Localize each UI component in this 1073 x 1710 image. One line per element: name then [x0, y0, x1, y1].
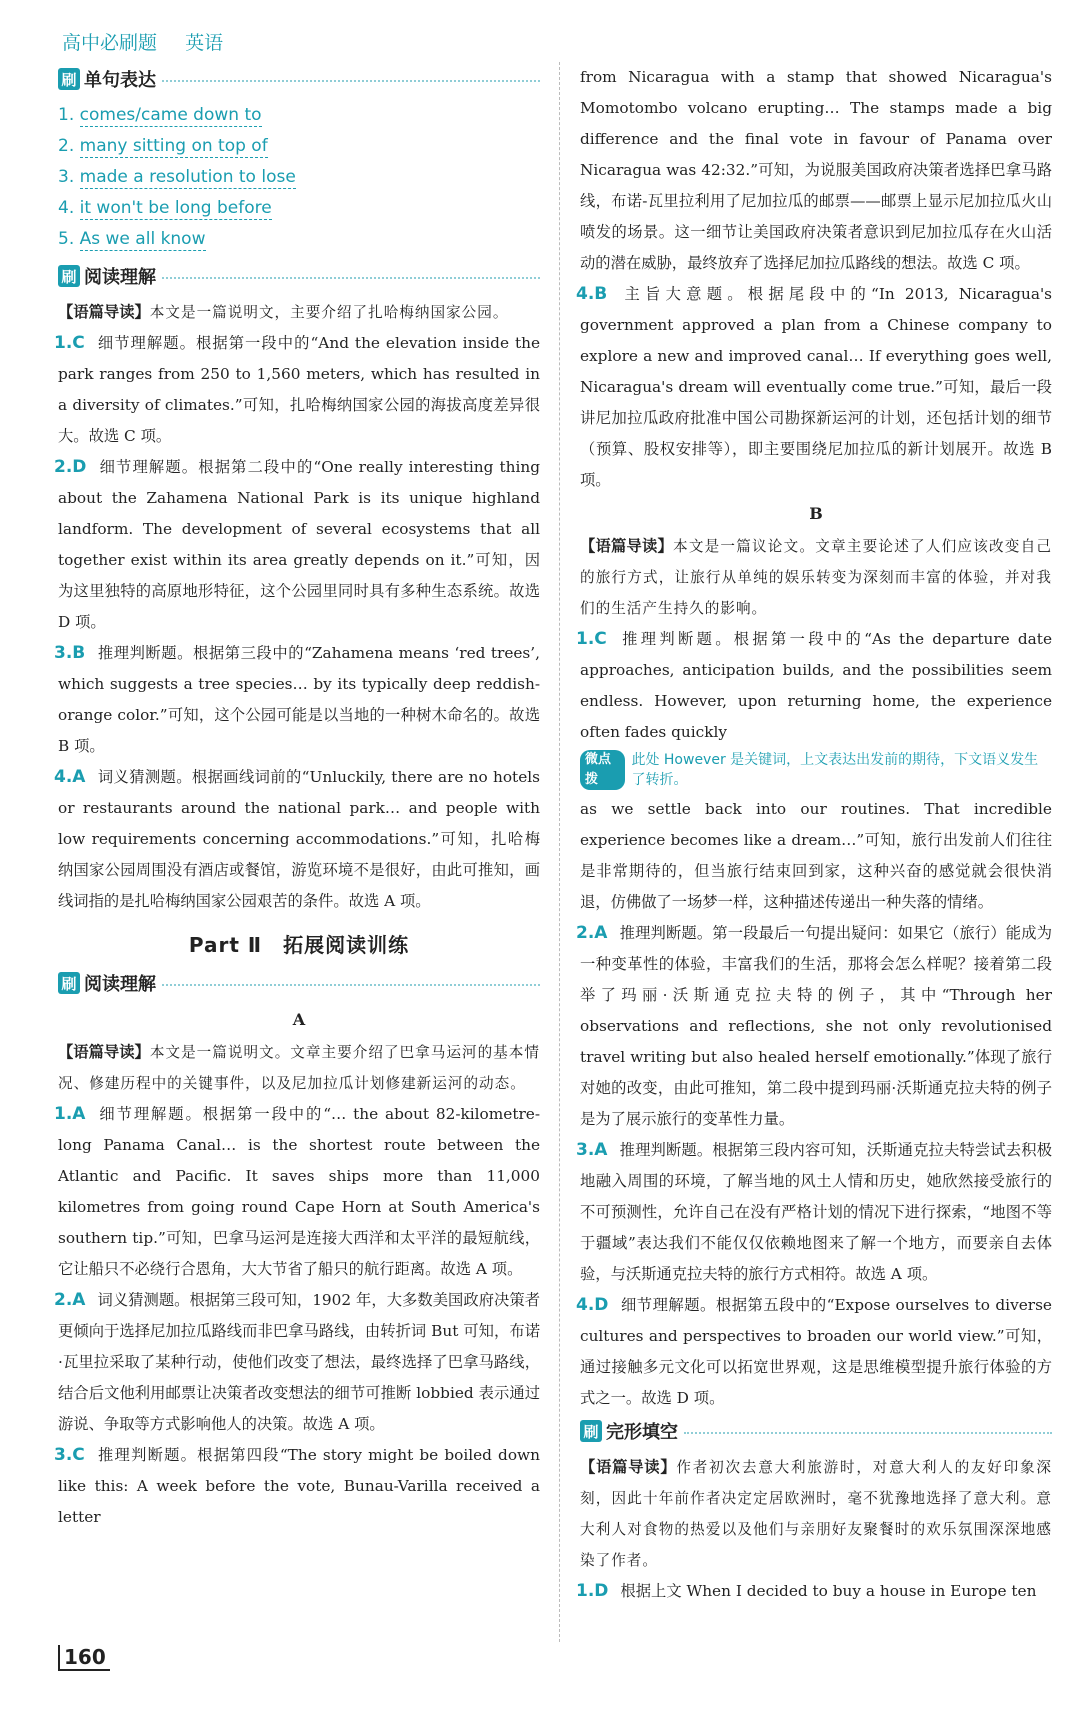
answer-item: 4.A 词义猜测题。根据画线词前的“Unluckily, there are no hotels or restaurants around the national park… and people with low requirements concerning accommodations.”可知，扎哈梅纳国家公园周围没有酒店或餐馆，游览环境不是很好，由此可推知，画线词指的是扎哈梅纳国家公园艰苦的条件。故选 A 项。: [54, 767, 540, 910]
section-reading: [58, 261, 540, 291]
tip-badge-icon: 微点拨: [580, 750, 625, 790]
section-title: 单句表达: [84, 70, 156, 91]
phrase-item: 1. comes/came down to: [58, 105, 262, 125]
section-tag-icon: 刷: [58, 972, 80, 994]
passage-intro: 【语篇导读】本文是一篇说明文，主要介绍了扎哈梅纳国家公园。: [58, 303, 509, 321]
right-column: [576, 62, 1052, 1607]
dotted-rule: [162, 984, 540, 986]
section-title: 完形填空: [606, 1422, 678, 1443]
phrase-item: 3. made a resolution to lose: [58, 167, 296, 187]
book-title: 高中必刷题: [62, 32, 158, 54]
tip-text: 此处 However 是关键词，上文表达出发前的期待，下文语义发生了转折。: [631, 752, 1039, 788]
tip-note: [580, 750, 1052, 790]
phrase-answers: [58, 100, 540, 255]
answer-item: 2.D 细节理解题。根据第二段中的“One really interesting thing about the Zahamena National Park is its unique highland landform. The development of several ecosystems that all together exist within its area greatly depends on it.”可知，因为这里独特的高原地形特征，这个公园里同时具有多种生态系统。故选 D 项。: [54, 457, 540, 631]
column-divider: [559, 62, 560, 1642]
answer-item: 3.B 推理判断题。根据第三段中的“Zahamena means ‘red trees’, which suggests a tree species… by its typically deep reddish-orange color.”可知，这个公园可能是以当地的一种树木命名的。故选 B 项。: [54, 643, 540, 755]
section-reading-2: [58, 968, 540, 998]
answer-item: 1.A 细节理解题。根据第一段中的“… the about 82-kilometre-long Panama Canal… is the shortest route between the Atlantic and Pacific. It saves ships more than 11,000 kilometres from going round Cape Horn at South America's southern tip.”可知，巴拿马运河是连接大西洋和太平洋的最短航线，它让船只不必绕行合恩角，大大节省了船只的航行距离。故选 A 项。: [54, 1104, 540, 1278]
section-tag-icon: 刷: [58, 68, 80, 90]
passage-intro: 【语篇导读】作者初次去意大利旅游时，对意大利人的友好印象深刻，因此十年前作者决定定居欧洲时，毫不犹豫地选择了意大利。意大利人对食物的热爱以及他们与亲朋好友聚餐时的欢乐氛围深深地感染了作者。: [580, 1458, 1052, 1569]
passage-label: A: [292, 1010, 306, 1029]
answer-item: 1.D 根据上文 When I decided to buy a house in Europe ten: [576, 1581, 1037, 1601]
page-number: 160: [58, 1645, 110, 1671]
passage-intro: 【语篇导读】本文是一篇议论文。文章主要论述了人们应该改变自己的旅行方式，让旅行从单纯的娱乐转变为深刻而丰富的体验，并对我们的生活产生持久的影响。: [580, 537, 1052, 617]
phrase-item: 2. many sitting on top of: [58, 136, 268, 156]
answer-item: 2.A 推理判断题。第一段最后一句提出疑问：如果它（旅行）能成为一种变革性的体验，丰富我们的生活，那将会怎么样呢？接着第二段举了玛丽·沃斯通克拉夫特的例子，其中“Through her observations and reflections, she not only revolutionised travel writing but also healed herself emotionally.”体现了旅行对她的改变，由此可推知，第二段中提到玛丽·沃斯通克拉夫特的例子是为了展示旅行的变革性力量。: [576, 923, 1052, 1128]
answer-continuation: as we settle back into our routines. That incredible experience becomes like a dream…”可知，旅行出发前人们往往是非常期待的，但当旅行结束回到家，这种兴奋的感觉就会很快消退，仿佛做了一场梦一样，这种描述传递出一种失落的情绪。: [580, 800, 1052, 911]
subject-title: 英语: [185, 32, 224, 54]
answer-item: 3.A 推理判断题。根据第三段内容可知，沃斯通克拉夫特尝试去积极地融入周围的环境，了解当地的风土人情和历史，她欣然接受旅行的不可预测性，允许自己在没有严格计划的情况下进行探索，“地图不等于疆域”表达我们不能仅仅依赖地图来了解一个地方，而要亲自去体验，与沃斯通克拉夫特的旅行方式相符。故选 A 项。: [576, 1140, 1052, 1283]
phrase-item: 5. As we all know: [58, 229, 206, 249]
part-title: Part Ⅱ 拓展阅读训练: [188, 933, 410, 957]
answer-item: 3.C 推理判断题。根据第四段“The story might be boiled down like this: A week before the vote, Bunau-Varilla received a letter: [54, 1445, 540, 1526]
passage-label: B: [809, 504, 823, 523]
left-column: [54, 62, 540, 1533]
answer-item: 2.A 词义猜测题。根据第三段可知，1902 年，大多数美国政府决策者更倾向于选择尼加拉瓜路线而非巴拿马路线，由转折词 But 可知，布诺·瓦里拉采取了某种行动，使他们改变了想法，最终选择了巴拿马路线，结合后文他利用邮票让决策者改变想法的细节可推断 lobbied 表示通过游说、争取等方式影响他人的决策。故选 A 项。: [54, 1290, 540, 1433]
section-tag-icon: 刷: [580, 1420, 602, 1442]
section-cloze: [580, 1416, 1052, 1446]
dotted-rule: [162, 80, 540, 82]
dotted-rule: [162, 277, 540, 279]
answer-item: 1.C 推理判断题。根据第一段中的“As the departure date approaches, anticipation builds, and the possibilities seem endless. However, upon returning home, the experience often fades quickly: [576, 629, 1052, 741]
answer-continuation: from Nicaragua with a stamp that showed Nicaragua's Momotombo volcano erupting… The stamps made a big difference and the final vote in favour of Panama over Nicaragua was 42:32.”可知，为说服美国政府决策者选择巴拿马路线，布诺-瓦里拉利用了尼加拉瓜的邮票——邮票上显示尼加拉瓜火山喷发的场景。这一细节让美国政府决策者意识到尼加拉瓜存在火山活动的潜在威胁，最终放弃了选择尼加拉瓜路线的想法。故选 C 项。: [580, 68, 1052, 272]
section-sentence-expression: [58, 64, 540, 94]
dotted-rule: [684, 1432, 1052, 1434]
page-header: [62, 28, 245, 55]
section-title: 阅读理解: [84, 267, 156, 288]
answer-item: 4.B 主旨大意题。根据尾段中的“In 2013, Nicaragua's government approved a plan from a Chinese company to explore a new and improved canal… If everything goes well, Nicaragua's dream will eventually come true.”可知，最后一段讲尼加拉瓜政府批准中国公司勘探新运河的计划，还包括计划的细节（预算、股权安排等），即主要围绕尼加拉瓜的新计划展开。故选 B 项。: [576, 284, 1052, 489]
answer-item: 1.C 细节理解题。根据第一段中的“And the elevation inside the park ranges from 250 to 1,560 meters, which has resulted in a diversity of climates.”可知，扎哈梅纳国家公园的海拔高度差异很大。故选 C 项。: [54, 333, 540, 445]
phrase-item: 4. it won't be long before: [58, 198, 272, 218]
passage-intro: 【语篇导读】本文是一篇说明文。文章主要介绍了巴拿马运河的基本情况、修建历程中的关键事件，以及尼加拉瓜计划修建新运河的动态。: [58, 1043, 540, 1092]
section-title: 阅读理解: [84, 974, 156, 995]
answer-item: 4.D 细节理解题。根据第五段中的“Expose ourselves to diverse cultures and perspectives to broaden our world view.”可知，通过接触多元文化可以拓宽世界观，这是思维模型提升旅行体验的方式之一。故选 D 项。: [576, 1295, 1052, 1407]
section-tag-icon: 刷: [58, 265, 80, 287]
